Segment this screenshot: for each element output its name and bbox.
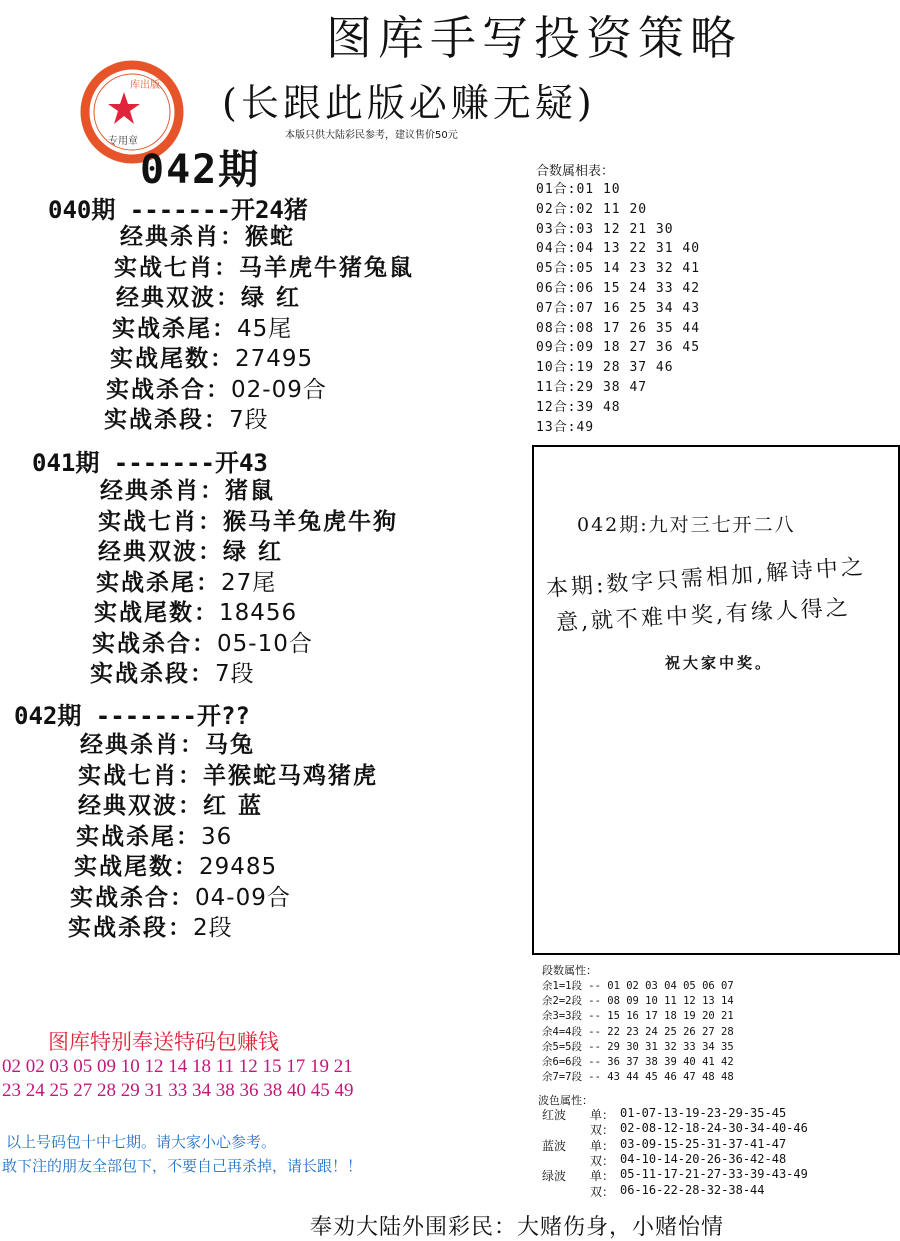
wave-color-label: 绿波 — [542, 1169, 567, 1184]
wave-kind-label: 单： — [590, 1169, 615, 1184]
zodiac-row: 04合:04 13 22 31 40 — [536, 241, 701, 257]
zodiac-table-title: 合数属相表： — [536, 164, 615, 179]
special-title: 图库特别奉送特码包赚钱 — [48, 1030, 279, 1054]
zodiac-row: 10合:19 28 37 46 — [536, 360, 674, 376]
prediction-value: 猪鼠 — [225, 477, 275, 504]
special-numbers-line-1: 02 02 03 05 09 10 12 14 18 11 12 15 17 19 21 — [2, 1056, 353, 1077]
prediction-value: 04-09合 — [195, 884, 291, 911]
prediction-label: 经典双波： — [116, 284, 241, 311]
prediction-value: 红 蓝 — [203, 792, 264, 819]
prediction-line — [120, 218, 295, 251]
prediction-line — [70, 879, 291, 912]
prediction-line — [76, 818, 232, 851]
special-note-1: 以上号码包十中七期。请大家小心参考。 — [6, 1133, 277, 1151]
segment-row: 余4=4段 -- 22 23 24 25 26 27 28 — [542, 1025, 734, 1038]
prediction-value: 18456 — [219, 600, 298, 626]
prediction-line — [78, 787, 263, 820]
wave-kind-label: 单： — [590, 1138, 615, 1153]
wave-kind-label: 单： — [590, 1108, 615, 1122]
prediction-label: 实战杀段： — [104, 406, 229, 433]
prediction-label: 实战七肖： — [114, 253, 239, 281]
zodiac-row: 13合:49 — [536, 419, 595, 435]
prediction-value: 27尾 — [221, 569, 277, 596]
prediction-line — [68, 909, 233, 942]
prediction-line — [96, 564, 276, 597]
prediction-label: 经典双波： — [78, 792, 203, 819]
issue-number: 042期 — [140, 147, 261, 193]
zodiac-row: 11合:29 38 47 — [536, 380, 648, 395]
prediction-label: 经典杀肖： — [80, 731, 205, 758]
wave-kind-label: 双： — [590, 1123, 615, 1138]
waves-title: 波色属性： — [538, 1094, 593, 1107]
zodiac-row: 05合:05 14 23 32 41 — [536, 261, 701, 277]
stamp-text-bottom: 专用章 — [108, 136, 138, 147]
prediction-value: 绿 红 — [223, 538, 284, 565]
prediction-line — [78, 757, 378, 790]
poem-line-1: 本期:数字只需相加,解诗中之 — [545, 554, 867, 602]
special-note-2: 敢下注的朋友全部包下，不要自己再杀掉，请长跟！！ — [2, 1157, 363, 1175]
prediction-value: 7段 — [215, 661, 255, 687]
prediction-label: 实战杀合： — [92, 629, 217, 657]
poem-line-2: 意,就不难中奖,有缘人得之 — [555, 595, 852, 636]
wave-numbers: 03-09-15-25-31-37-41-47 — [620, 1136, 787, 1151]
prediction-line — [98, 503, 398, 536]
stamp-text-top: 库出版 — [130, 80, 160, 91]
prediction-value: 羊猴蛇马鸡猪虎 — [203, 761, 378, 789]
prediction-value: 猴马羊兔虎牛狗 — [223, 507, 398, 535]
wave-numbers: 01-07-13-19-23-29-35-45 — [620, 1106, 787, 1120]
zodiac-row: 12合:39 48 — [536, 399, 621, 415]
wave-kind-label: 双： — [590, 1153, 615, 1168]
prediction-label: 实战杀尾： — [112, 314, 237, 342]
segments-title: 段数属性： — [542, 964, 597, 977]
segment-row: 余2=2段 -- 08 09 10 11 12 13 14 — [542, 995, 734, 1008]
segment-row: 余3=3段 -- 15 16 17 18 19 20 21 — [542, 1010, 734, 1023]
page-subtitle: (长跟此版必赚无疑) — [222, 81, 596, 125]
prediction-line — [80, 726, 255, 759]
prediction-label: 经典杀肖： — [120, 223, 245, 250]
page-title: 图库手写投资策略 — [326, 11, 742, 65]
prediction-line — [116, 279, 301, 312]
zodiac-row: 01合:01 10 — [536, 182, 621, 197]
prediction-value: 马羊虎牛猪兔鼠 — [239, 253, 414, 281]
prediction-label: 实战尾数： — [110, 345, 235, 372]
segment-row: 余6=6段 -- 36 37 38 39 40 41 42 — [542, 1056, 734, 1068]
poem-issue-line: 042期:九对三七开二八 — [577, 514, 796, 536]
prediction-label: 经典双波： — [98, 538, 223, 565]
zodiac-row: 09合:09 18 27 36 45 — [536, 340, 701, 356]
segment-row: 余7=7段 -- 43 44 45 46 47 48 48 — [542, 1071, 734, 1084]
prediction-line — [112, 310, 292, 343]
prediction-label: 实战七肖： — [98, 507, 223, 535]
special-numbers-line-2: 23 24 25 27 28 29 31 33 34 38 36 38 40 45 49 — [2, 1080, 354, 1101]
prediction-line — [106, 371, 327, 404]
prediction-value: 27495 — [235, 346, 314, 372]
prediction-value: 05-10合 — [217, 630, 313, 657]
block-head: 040期 -------开24猪 — [48, 196, 308, 224]
zodiac-row: 06合:06 15 24 33 42 — [536, 281, 701, 296]
prediction-line — [104, 401, 269, 434]
wave-numbers: 06-16-22-28-32-38-44 — [620, 1182, 765, 1197]
prediction-value: 29485 — [199, 854, 278, 880]
prediction-line — [100, 472, 275, 505]
wave-color-label: 红波 — [542, 1108, 567, 1122]
prediction-label: 实战杀段： — [68, 914, 193, 941]
prediction-label: 实战杀合： — [70, 883, 195, 911]
prediction-label: 实战杀尾： — [96, 568, 221, 596]
segment-row: 余1=1段 -- 01 02 03 04 05 06 07 — [542, 980, 734, 992]
wave-kind-label: 双： — [590, 1184, 615, 1199]
prediction-label: 实战尾数： — [94, 599, 219, 626]
wave-numbers: 05-11-17-21-27-33-39-43-49 — [620, 1167, 808, 1182]
prediction-value: 45尾 — [237, 315, 293, 342]
prediction-label: 实战杀合： — [106, 375, 231, 403]
wave-color-label: 蓝波 — [542, 1138, 567, 1153]
price-notice: 本版只供大陆彩民参考，建议售价50元 — [285, 130, 458, 141]
prediction-line — [98, 533, 283, 566]
prediction-label: 实战杀段： — [90, 660, 215, 687]
prediction-value: 马兔 — [205, 731, 255, 758]
zodiac-row: 03合:03 12 21 30 — [536, 221, 674, 237]
prediction-value: 猴蛇 — [245, 223, 295, 250]
zodiac-row: 07合:07 16 25 34 43 — [536, 300, 701, 316]
prediction-line — [114, 249, 414, 282]
wave-numbers: 02-08-12-18-24-30-34-40-46 — [620, 1121, 808, 1136]
wave-numbers: 04-10-14-20-26-36-42-48 — [620, 1151, 787, 1166]
footer-advice: 奉劝大陆外围彩民：大赌伤身，小赌怡情 — [310, 1215, 725, 1240]
prediction-line — [74, 848, 277, 881]
prediction-label: 实战尾数： — [74, 853, 199, 880]
prediction-line — [110, 340, 313, 373]
prediction-line — [92, 625, 313, 658]
block-head: 042期 -------开?? — [14, 702, 250, 730]
zodiac-row: 02合:02 11 20 — [536, 201, 648, 217]
segment-row: 余5=5段 -- 29 30 31 32 33 34 35 — [542, 1040, 734, 1053]
prediction-line — [90, 655, 255, 688]
prediction-label: 经典杀肖： — [100, 477, 225, 504]
prediction-value: 绿 红 — [241, 284, 302, 311]
prediction-label: 实战杀尾： — [76, 822, 201, 850]
prediction-line — [94, 594, 297, 627]
poem-wish: 祝大家中奖。 — [665, 654, 774, 672]
prediction-value: 36 — [201, 823, 233, 850]
block-head: 041期 -------开43 — [32, 449, 268, 477]
prediction-value: 2段 — [193, 915, 233, 941]
prediction-label: 实战七肖： — [78, 761, 203, 789]
prediction-value: 7段 — [229, 407, 269, 433]
zodiac-row: 08合:08 17 26 35 44 — [536, 320, 701, 336]
prediction-value: 02-09合 — [231, 376, 327, 403]
